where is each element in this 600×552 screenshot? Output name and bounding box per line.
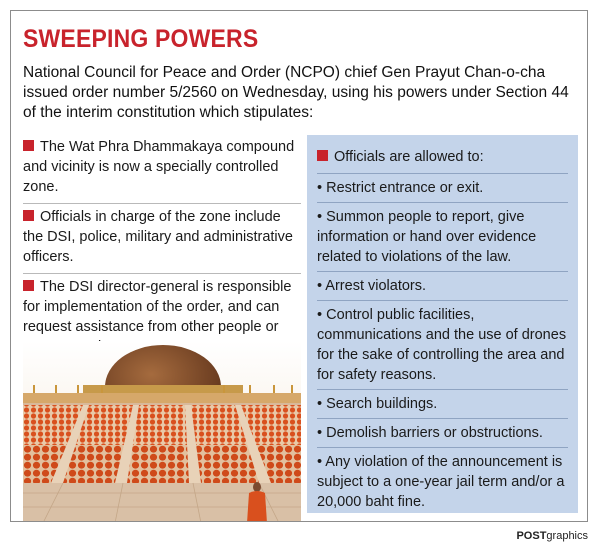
- square-bullet-icon: [317, 150, 328, 161]
- panel-list-item: • Any violation of the announcement is subject to a one-year jail term and/or a 20,000 baht fine.: [317, 447, 568, 516]
- intro-paragraph: National Council for Peace and Order (NCPO) chief Gen Prayut Chan-o-cha issued order number 5/2560 on Wednesday, using his powers under Section 44 of the interim constitution which stipulates:: [23, 64, 569, 121]
- graphics-credit: POSTgraphics: [516, 530, 588, 542]
- left-item: The Wat Phra Dhammakaya compound and vicinity is now a specially controlled zone.: [23, 134, 301, 204]
- panel-list-item: • Demolish barriers or obstructions.: [317, 418, 568, 447]
- officials-panel: [307, 135, 578, 513]
- square-bullet-icon: [23, 280, 34, 291]
- panel-list-item: • Search buildings.: [317, 389, 568, 418]
- panel-list-item: • Arrest violators.: [317, 271, 568, 300]
- infographic-frame: [10, 10, 588, 522]
- left-item: Officials in charge of the zone include the DSI, police, military and administrative officers.: [23, 204, 301, 274]
- panel-list-item: • Summon people to report, give information or hand over evidence related to violations of the law.: [317, 202, 568, 271]
- square-bullet-icon: [23, 140, 34, 151]
- panel-list-item: • Control public facilities, communications and the use of drones for the sake of controlling the area and for safety reasons.: [317, 300, 568, 389]
- temple-photo: [23, 341, 301, 522]
- square-bullet-icon: [23, 210, 34, 221]
- panel-list-item: • Restrict entrance or exit.: [317, 173, 568, 202]
- panel-heading: Officials are allowed to:: [317, 145, 568, 173]
- headline: SWEEPING POWERS: [23, 25, 259, 53]
- left-item: The DSI director-general is responsible for implementation of the order, and can request assistance from other people or: [23, 279, 292, 335]
- left-column: [23, 134, 301, 363]
